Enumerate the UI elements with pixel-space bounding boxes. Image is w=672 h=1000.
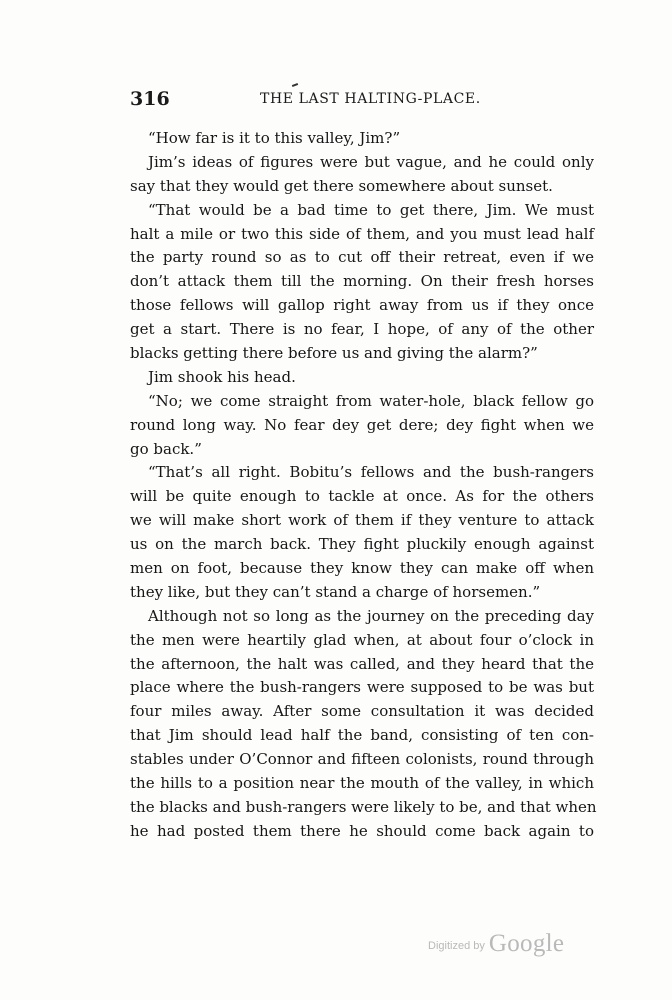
print-mark bbox=[292, 83, 298, 87]
text-line: men on foot, because they know they can make off when bbox=[130, 559, 594, 578]
text-line: go back.” bbox=[130, 439, 202, 458]
text-line: those fellows will gallop right away from us if they once bbox=[130, 296, 594, 315]
digitized-watermark bbox=[428, 928, 564, 958]
text-line: say that they would get there somewhere about sunset. bbox=[130, 176, 553, 195]
text-line: “That would be a bad time to get there, Jim. We must bbox=[148, 200, 594, 219]
text-line: “That’s all right. Bobitu’s fellows and the bush-rangers bbox=[148, 463, 594, 482]
text-line: Jim shook his head. bbox=[148, 367, 296, 386]
page-number: 316 bbox=[130, 88, 170, 110]
text-line: the hills to a position near the mouth of the valley, in which bbox=[130, 774, 594, 793]
watermark-prefix: Digitized by bbox=[428, 940, 485, 952]
text-line: Although not so long as the journey on the preceding day bbox=[148, 606, 594, 625]
google-logo: Google bbox=[488, 930, 565, 957]
text-line: round long way. No fear dey get dere; dey fight when we bbox=[130, 415, 594, 434]
text-line: the blacks and bush-rangers were likely to be, and that when bbox=[130, 797, 597, 816]
text-line: he had posted them there he should come back again to bbox=[130, 821, 594, 840]
text-line: get a start. There is no fear, I hope, of any of the other bbox=[130, 320, 594, 339]
text-line: “How far is it to this valley, Jim?” bbox=[148, 129, 401, 147]
text-line: the afternoon, the halt was called, and they heard that the bbox=[130, 654, 594, 673]
text-line: they like, but they can’t stand a charge of horsemen.” bbox=[130, 582, 541, 601]
text-line: the men were heartily glad when, at about four o’clock in bbox=[130, 630, 594, 649]
text-line: “No; we come straight from water-hole, black fellow go bbox=[148, 391, 594, 410]
text-line: us on the march back. They fight pluckily enough against bbox=[130, 535, 594, 554]
text-line: place where the bush-rangers were supposed to be was but bbox=[130, 678, 594, 697]
text-line: the party round so as to cut off their retreat, even if we bbox=[130, 248, 594, 267]
text-line: blacks getting there before us and giving the alarm?” bbox=[130, 344, 538, 363]
text-line: Jim’s ideas of figures were but vague, and he could only bbox=[148, 152, 594, 171]
body-text bbox=[130, 127, 597, 844]
text-line: that Jim should lead half the band, consisting of ten con- bbox=[130, 726, 594, 745]
text-line: halt a mile or two this side of them, and you must lead half bbox=[130, 224, 594, 243]
text-line: we will make short work of them if they venture to attack bbox=[130, 511, 594, 530]
text-line: four miles away. After some consultation it was decided bbox=[130, 702, 594, 721]
running-head: THE LAST HALTING-PLACE. bbox=[260, 91, 481, 107]
page-header bbox=[130, 88, 594, 118]
text-line: stables under O’Connor and fifteen colonists, round through bbox=[130, 750, 594, 769]
text-line: will be quite enough to tackle at once. As for the others bbox=[130, 487, 594, 506]
text-line: don’t attack them till the morning. On their fresh horses bbox=[130, 272, 594, 291]
